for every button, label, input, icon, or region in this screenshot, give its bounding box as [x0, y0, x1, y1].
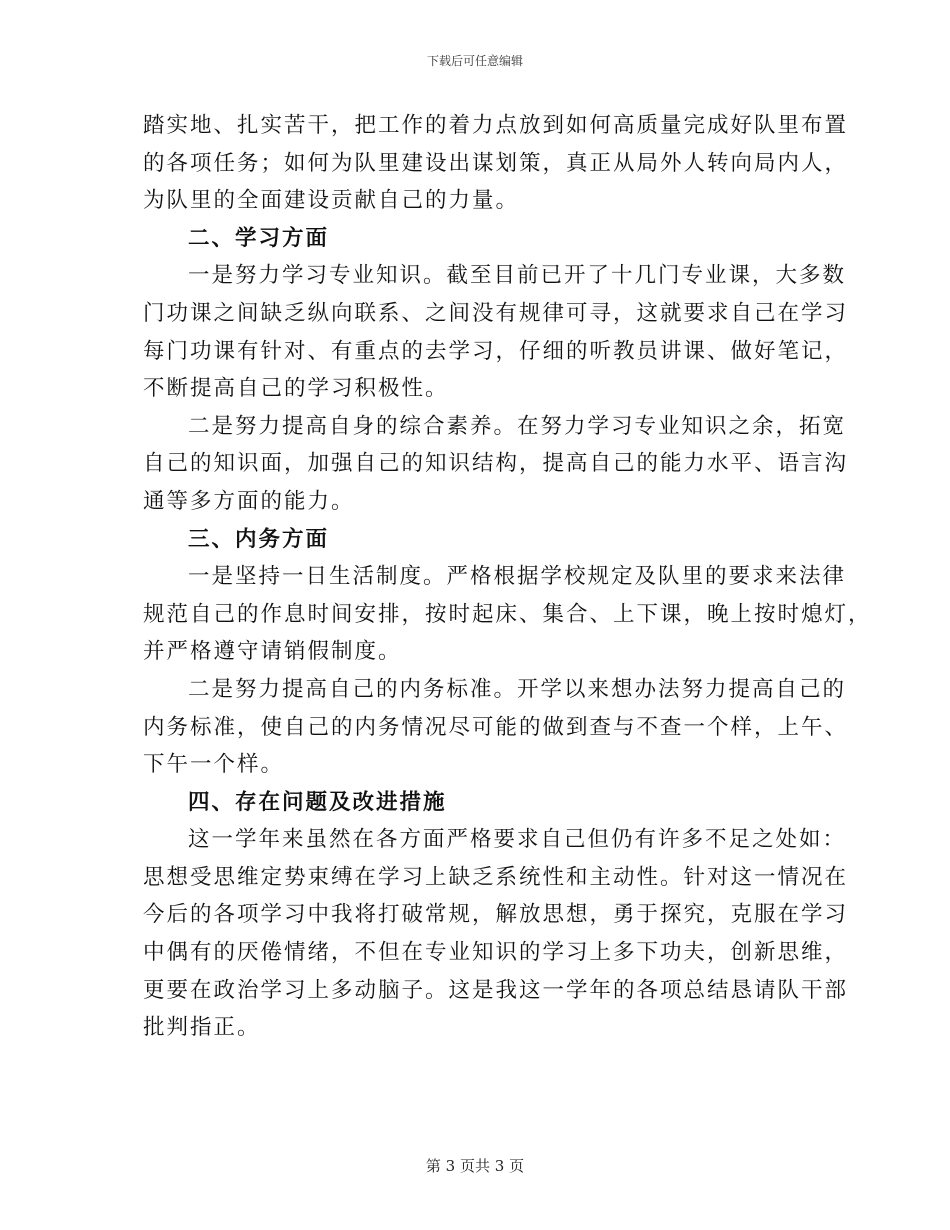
text-line: 今后的各项学习中我将打破常规，解放思想，勇于探究，克服在学习	[143, 902, 849, 928]
text-line: 内务标准，使自己的内务情况尽可能的做到查与不查一个样，上午、	[143, 714, 849, 740]
text-line: 每门功课有针对、有重点的去学习，仔细的听教员讲课、做好笔记，	[143, 338, 849, 364]
text-line: 自己的知识面，加强自己的知识结构，提高自己的能力水平、语言沟	[143, 451, 849, 477]
document-body	[143, 107, 872, 1047]
section-heading: 三、内务方面	[188, 526, 330, 552]
text-line: 为队里的全面建设贡献自己的力量。	[143, 188, 520, 214]
section-heading: 四、存在问题及改进措施	[188, 789, 447, 815]
text-line: 更要在政治学习上多动脑子。这是我这一学年的各项总结恳请队干部	[143, 977, 849, 1003]
text-line: 下午一个样。	[143, 752, 285, 778]
text-line: 思想受思维定势束缚在学习上缺乏系统性和主动性。针对这一情况在	[143, 864, 849, 890]
text-line: 不断提高自己的学习积极性。	[143, 376, 449, 402]
text-line: 的各项任务；如何为队里建设出谋划策，真正从局外人转向局内人，	[143, 150, 849, 176]
text-line: 踏实地、扎实苦干，把工作的着力点放到如何高质量完成好队里布置	[143, 113, 849, 138]
text-line: 二是努力提高自身的综合素养。在努力学习专业知识之余，拓宽	[188, 413, 847, 439]
section-heading: 二、学习方面	[188, 225, 330, 251]
text-line: 门功课之间缺乏纵向联系、之间没有规律可寻，这就要求自己在学习	[143, 300, 849, 326]
page-header: 下载后可任意编辑	[426, 54, 523, 68]
text-line: 中偶有的厌倦情绪，不但在专业知识的学习上多下功夫，创新思维，	[143, 940, 849, 966]
text-line: 并严格遵守请销假制度。	[143, 639, 402, 665]
text-line: 规范自己的作息时间安排，按时起床、集合、上下课，晚上按时熄灯，	[143, 601, 872, 627]
text-line: 一是坚持一日生活制度。严格根据学校规定及队里的要求来法律	[188, 564, 847, 590]
text-line: 这一学年来虽然在各方面严格要求自己但仍有许多不足之处如：	[188, 827, 847, 853]
text-line: 一是努力学习专业知识。截至目前已开了十几门专业课，大多数	[188, 263, 847, 289]
page-footer: 第 3 页共 3 页	[425, 1157, 525, 1175]
text-line: 通等多方面的能力。	[143, 488, 355, 514]
text-line: 二是努力提高自己的内务标准。开学以来想办法努力提高自己的	[188, 676, 847, 702]
text-line: 批判指正。	[143, 1015, 261, 1041]
